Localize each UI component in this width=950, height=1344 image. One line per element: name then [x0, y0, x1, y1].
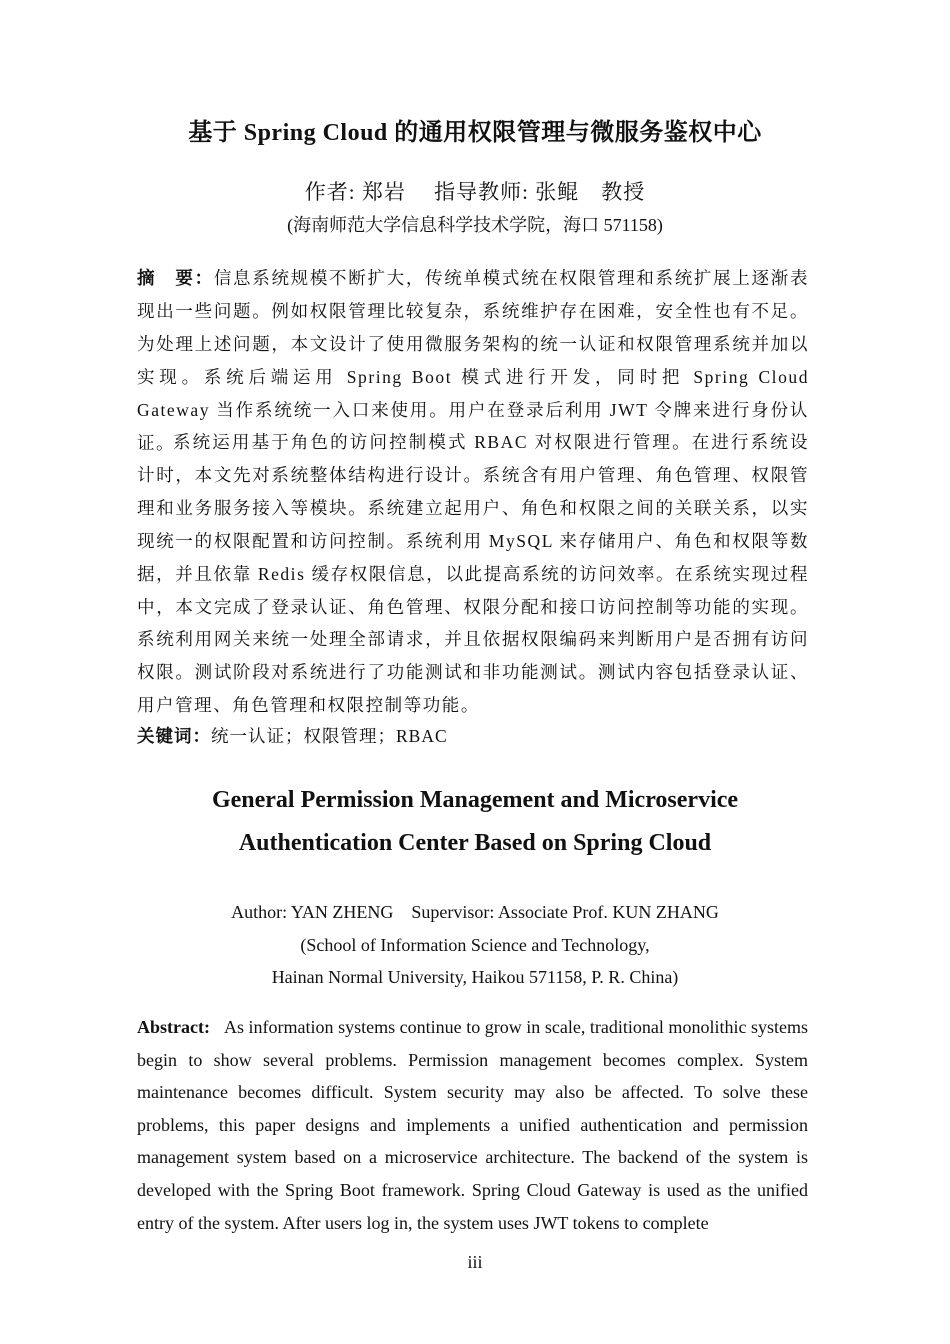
english-author-block	[0, 896, 950, 994]
english-title-line-2: Authentication Center Based on Spring Cloud	[238, 830, 712, 856]
author-label: Author:	[231, 902, 288, 922]
page-number: iii	[467, 1252, 483, 1272]
english-abstract	[137, 1011, 808, 1239]
english-affiliation-line-2: Hainan Normal University, Haikou 571158, P. R. China)	[271, 967, 679, 987]
chinese-keywords-text: 统一认证；权限管理；RBAC	[211, 726, 448, 746]
chinese-keywords-label: 关键词：	[137, 726, 211, 746]
chinese-affiliation: (海南师范大学信息科学技术学院，海口 571158)	[287, 215, 663, 235]
english-abstract-label: Abstract:	[137, 1017, 210, 1037]
chinese-abstract-paragraph-2: 系统运用基于角色的访问控制模式 RBAC 对权限进行管理。在进行系统设计时，本文先对系统整体结构进行设计。系统含有用户管理、角色管理、权限管理和业务服务接入等模块。系统建立起用户、角色和权限之间的关联关系，以实现统一的权限配置和访问控制。系统利用 MySQL 来存储用户、角色和权限等数据，并且依靠 Redis 缓存权限信息，以此提高系统的访问效率。在系统实现过程中，本文完成了登录认证、角色管理、权限分配和接口访问控制等功能的实现。系统利用网关来统一处理全部请求，并且依据权限编码来判断用户是否拥有访问权限。测试阶段对系统进行了功能测试和非功能测试。测试内容包括登录认证、用户管理、角色管理和权限控制等功能。	[137, 432, 809, 716]
chinese-abstract-label: 摘 要：	[137, 268, 214, 288]
english-abstract-text: As information systems continue to grow in scale, traditional monolithic systems begin to show several problems. Permission management becomes complex. System maintenance becomes difficult. System security may also be affected. To solve these problems, this paper designs and implements a unified authentication and permission management system based on a microservice architecture. The backend of the system is developed with the Spring Boot framework. Spring Cloud Gateway is used as the unified entry of the system. After users log in, the system uses JWT tokens to complete	[137, 1017, 808, 1233]
english-title	[0, 779, 950, 865]
english-title-line-1: General Permission Management and Microservice	[211, 787, 739, 813]
chinese-abstract-text-1: 信息系统规模不断扩大，传统单模式统在权限管理和系统扩展上逐渐表现出一些问题。例如权限管理比较复杂，系统维护存在困难，安全性也有不足。为处理上述问题，本文设计了使用微服务架构的统一认证和权限管理系统并加以实现。系统后端运用 Spring Boot 模式进行开发，同时把 Spring Cloud Gateway 当作系统统一入口来使用。用户在登录后利用 JWT 令牌来进行身份认证。	[137, 268, 809, 453]
supervisor-label: Supervisor:	[411, 902, 495, 922]
chinese-author-line: 作者: 郑岩 指导教师: 张鲲 教授	[304, 180, 646, 204]
supervisor-name: Associate Prof. KUN ZHANG	[497, 902, 719, 922]
author-name: YAN ZHENG	[290, 902, 394, 922]
chinese-keywords	[137, 720, 809, 753]
english-author-line	[0, 896, 950, 929]
english-affiliation-line-1: (School of Information Science and Technology,	[300, 934, 650, 955]
chinese-title: 基于 Spring Cloud 的通用权限管理与微服务鉴权中心	[188, 120, 762, 146]
